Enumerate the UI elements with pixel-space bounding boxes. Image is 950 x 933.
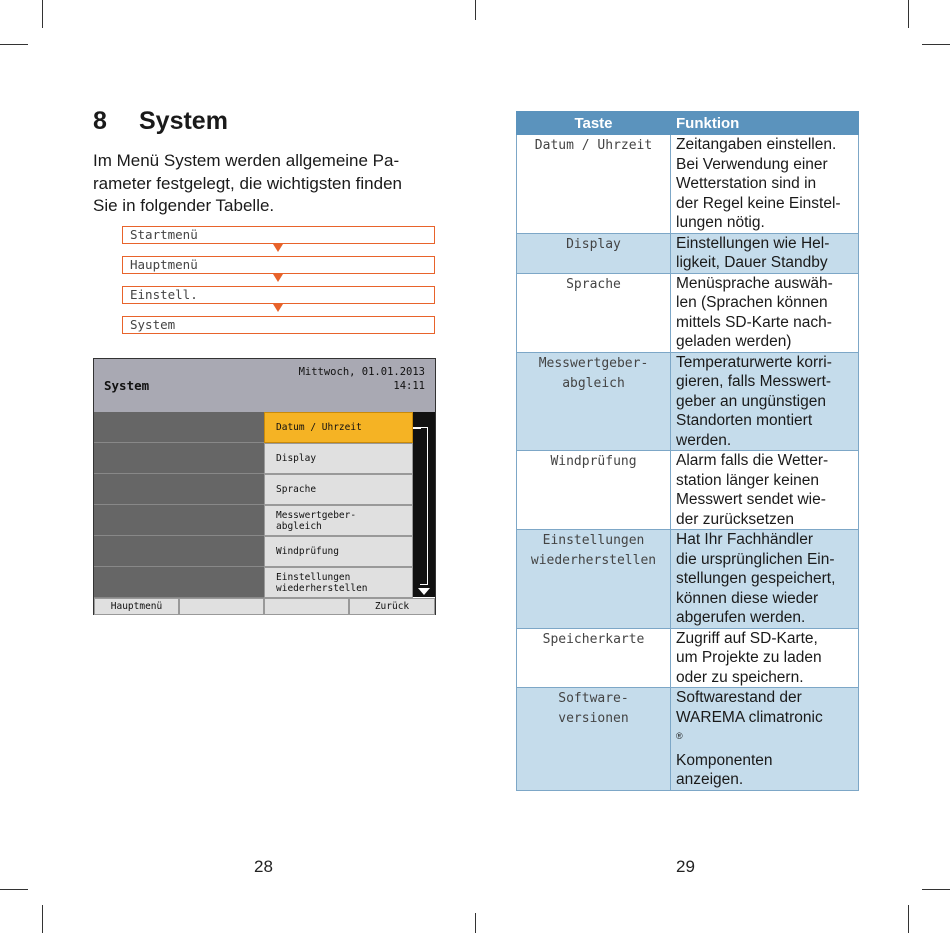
crop-mark	[0, 44, 28, 45]
crop-mark	[922, 44, 950, 45]
table-cell-key: Datum / Uhrzeit	[517, 135, 671, 234]
table-cell-key: Sprache	[517, 273, 671, 352]
table-cell-key: Messwertgeber- abgleich	[517, 352, 671, 451]
column-header-funktion: Funktion	[671, 112, 859, 135]
screen-blank-cell	[94, 567, 264, 598]
screen-footer-blank	[179, 598, 264, 615]
table-cell-function: Zugriff auf SD-Karte, um Projekte zu laden oder zu speichern.	[671, 628, 859, 688]
screen-menu-item-sprache[interactable]: Sprache	[264, 474, 413, 505]
arrow-down-icon	[273, 274, 283, 282]
screen-footer-blank	[264, 598, 349, 615]
screen-menu-item-datum-uhrzeit[interactable]: Datum / Uhrzeit	[264, 412, 413, 443]
table-row	[517, 233, 859, 273]
arrow-down-icon	[273, 304, 283, 312]
page-number-left: 28	[254, 857, 273, 876]
arrow-down-icon	[273, 244, 283, 252]
registered-mark: ®	[676, 731, 683, 741]
table-row	[517, 451, 859, 530]
menu-path-hauptmenu: Hauptmenü	[122, 256, 435, 274]
table-row	[517, 352, 859, 451]
menu-path-startmenu: Startmenü	[122, 226, 435, 244]
crop-mark	[42, 905, 43, 933]
table-cell-function: Softwarestand der WAREMA climatronic ® Komponenten anzeigen.	[671, 688, 859, 791]
table-header-row	[517, 112, 859, 135]
crop-mark	[475, 913, 476, 933]
table-row	[517, 135, 859, 234]
table-cell-function: Alarm falls die Wetter- station länger keinen Messwert sendet wie- der zurücksetzen	[671, 451, 859, 530]
table-row	[517, 530, 859, 629]
screen-blank-cell	[94, 412, 264, 443]
screen-time: 14:11	[393, 380, 425, 392]
intro-line: Im Menü System werden allgemeine Pa-	[93, 151, 400, 170]
function-table	[516, 111, 859, 791]
crop-mark	[475, 0, 476, 20]
table-row	[517, 688, 859, 791]
screen-menu-item-messwertgeber[interactable]: Messwertgeber- abgleich	[264, 505, 413, 536]
menu-path-einstell: Einstell.	[122, 286, 435, 304]
screen-datetime	[299, 365, 425, 393]
chapter-title	[93, 107, 228, 136]
table-cell-function: Temperaturwerte korri- gieren, falls Messwert- geber an ungünstigen Standorten montiert werden.	[671, 352, 859, 451]
page-number-right: 29	[676, 857, 695, 876]
crop-mark	[42, 0, 43, 28]
intro-paragraph	[93, 150, 438, 218]
screen-blank-cell	[94, 474, 264, 505]
table-row	[517, 273, 859, 352]
screen-date: Mittwoch, 01.01.2013	[298, 366, 425, 378]
screen-header	[94, 359, 435, 413]
table-cell-key: Einstellungen wiederherstellen	[517, 530, 671, 629]
table-cell-key: Display	[517, 233, 671, 273]
screen-zurueck-button[interactable]: Zurück	[349, 598, 435, 615]
screen-blank-cell	[94, 536, 264, 567]
table-cell-function: Menüsprache auswäh- len (Sprachen können mittels SD-Karte nach- geladen werden)	[671, 273, 859, 352]
screen-menu-item-einstellungen[interactable]: Einstellungen wiederherstellen	[264, 567, 413, 598]
screen-title: System	[104, 378, 150, 393]
table-cell-function: Einstellungen wie Hel- ligkeit, Dauer Standby	[671, 233, 859, 273]
crop-mark	[922, 889, 950, 890]
intro-line: Sie in folgender Tabelle.	[93, 196, 275, 215]
screen-menu-item-windpruefung[interactable]: Windprüfung	[264, 536, 413, 567]
menu-path-system: System	[122, 316, 435, 334]
chapter-title-text: System	[139, 107, 228, 135]
column-header-taste: Taste	[517, 112, 671, 135]
table-cell-function: Hat Ihr Fachhändler die ursprünglichen Ein- stellungen gespeichert, können diese wieder abgerufen werden.	[671, 530, 859, 629]
crop-mark	[908, 905, 909, 933]
table-row	[517, 628, 859, 688]
screen-menu-item-display[interactable]: Display	[264, 443, 413, 474]
device-screen	[93, 358, 436, 615]
screen-hauptmenu-button[interactable]: Hauptmenü	[94, 598, 179, 615]
table-cell-key: Windprüfung	[517, 451, 671, 530]
screen-blank-cell	[94, 443, 264, 474]
table-cell-key: Speicherkarte	[517, 628, 671, 688]
chapter-number: 8	[93, 107, 107, 135]
scrollbar-thumb	[420, 427, 428, 585]
crop-mark	[0, 889, 28, 890]
crop-mark	[908, 0, 909, 28]
screen-blank-cell	[94, 505, 264, 536]
table-cell-key: Software- versionen	[517, 688, 671, 791]
intro-line: rameter festgelegt, die wichtigsten finden	[93, 173, 403, 193]
table-cell-function: Zeitangaben einstellen. Bei Verwendung einer Wetterstation sind in der Regel keine Einstel- lungen nötig.	[671, 135, 859, 234]
scroll-down-icon[interactable]	[418, 588, 430, 595]
